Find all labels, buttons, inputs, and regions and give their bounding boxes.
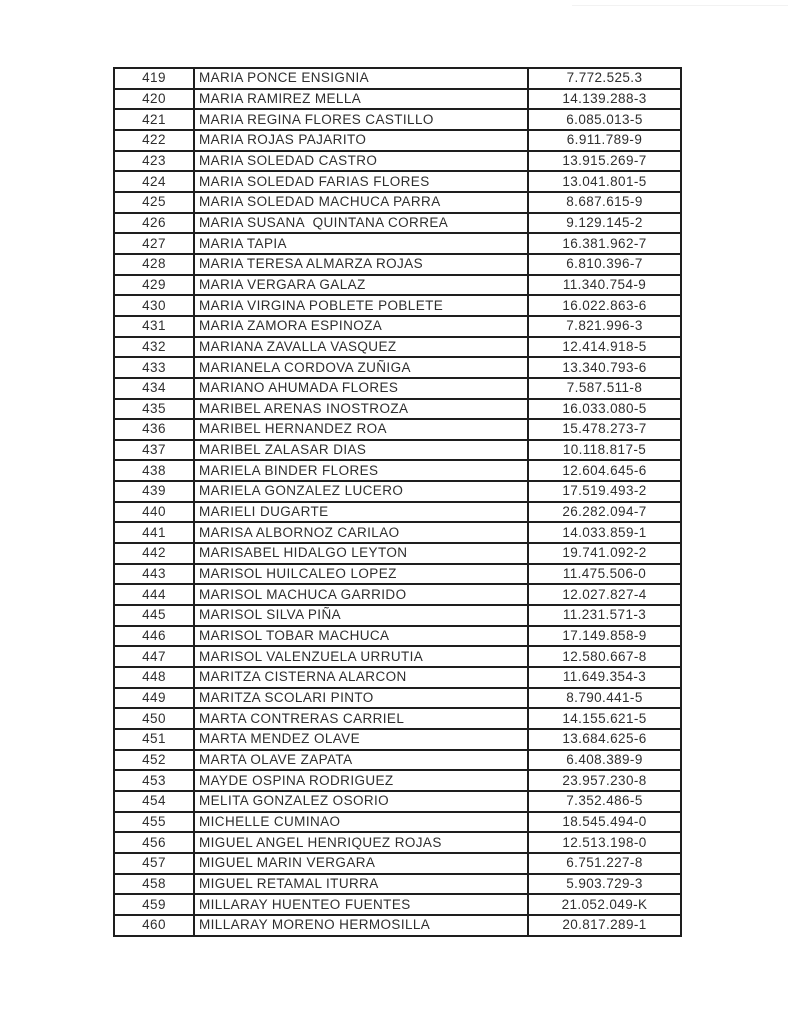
row-name-cell: MARIELA BINDER FLORES	[194, 460, 528, 481]
table-row	[114, 109, 681, 130]
table-row	[114, 729, 681, 750]
row-index-cell: 430	[114, 295, 194, 316]
row-index-cell: 444	[114, 584, 194, 605]
row-name-cell: MIGUEL MARIN VERGARA	[194, 853, 528, 874]
table-row	[114, 667, 681, 688]
row-name-cell: MARIELI DUGARTE	[194, 502, 528, 523]
table-row	[114, 378, 681, 399]
row-index-cell: 454	[114, 791, 194, 812]
row-name-cell: MARISA ALBORNOZ CARILAO	[194, 522, 528, 543]
roster-table	[113, 67, 682, 937]
row-index-cell: 429	[114, 275, 194, 296]
row-index-cell: 439	[114, 481, 194, 502]
row-name-cell: MAYDE OSPINA RODRIGUEZ	[194, 770, 528, 791]
table-row	[114, 295, 681, 316]
row-index-cell: 450	[114, 708, 194, 729]
row-name-cell: MARITZA CISTERNA ALARCON	[194, 667, 528, 688]
table-row	[114, 440, 681, 461]
row-rut-cell: 6.085.013-5	[528, 109, 681, 130]
table-row	[114, 68, 681, 89]
row-name-cell: MILLARAY HUENTEO FUENTES	[194, 894, 528, 915]
row-name-cell: MARIA TAPIA	[194, 233, 528, 254]
row-name-cell: MARIA VIRGINA POBLETE POBLETE	[194, 295, 528, 316]
row-name-cell: MARTA OLAVE ZAPATA	[194, 750, 528, 771]
table-row	[114, 853, 681, 874]
row-rut-cell: 16.033.080-5	[528, 399, 681, 420]
table-row	[114, 316, 681, 337]
row-name-cell: MARIA RAMIREZ MELLA	[194, 89, 528, 110]
row-rut-cell: 9.129.145-2	[528, 213, 681, 234]
row-name-cell: MARIA VERGARA GALAZ	[194, 275, 528, 296]
row-name-cell: MARIA REGINA FLORES CASTILLO	[194, 109, 528, 130]
row-index-cell: 455	[114, 812, 194, 833]
row-rut-cell: 15.478.273-7	[528, 419, 681, 440]
row-index-cell: 451	[114, 729, 194, 750]
table-row	[114, 605, 681, 626]
row-rut-cell: 13.915.269-7	[528, 151, 681, 172]
row-rut-cell: 17.519.493-2	[528, 481, 681, 502]
row-name-cell: MARIBEL HERNANDEZ ROA	[194, 419, 528, 440]
row-name-cell: MIGUEL RETAMAL ITURRA	[194, 874, 528, 895]
row-index-cell: 452	[114, 750, 194, 771]
row-index-cell: 459	[114, 894, 194, 915]
row-index-cell: 441	[114, 522, 194, 543]
row-rut-cell: 19.741.092-2	[528, 543, 681, 564]
table-row	[114, 750, 681, 771]
row-index-cell: 442	[114, 543, 194, 564]
row-index-cell: 421	[114, 109, 194, 130]
table-row	[114, 626, 681, 647]
row-rut-cell: 12.513.198-0	[528, 832, 681, 853]
row-index-cell: 431	[114, 316, 194, 337]
row-index-cell: 435	[114, 399, 194, 420]
row-index-cell: 434	[114, 378, 194, 399]
row-index-cell: 432	[114, 337, 194, 358]
table-row	[114, 130, 681, 151]
row-rut-cell: 14.155.621-5	[528, 708, 681, 729]
table-row	[114, 584, 681, 605]
row-name-cell: MARTA MENDEZ OLAVE	[194, 729, 528, 750]
row-rut-cell: 8.790.441-5	[528, 688, 681, 709]
row-rut-cell: 12.414.918-5	[528, 337, 681, 358]
row-index-cell: 453	[114, 770, 194, 791]
row-rut-cell: 12.604.645-6	[528, 460, 681, 481]
table-row	[114, 791, 681, 812]
row-rut-cell: 11.340.754-9	[528, 275, 681, 296]
table-row	[114, 481, 681, 502]
row-index-cell: 423	[114, 151, 194, 172]
row-name-cell: MARIA ZAMORA ESPINOZA	[194, 316, 528, 337]
row-rut-cell: 11.649.354-3	[528, 667, 681, 688]
row-rut-cell: 11.475.506-0	[528, 564, 681, 585]
table-row	[114, 915, 681, 936]
row-rut-cell: 6.810.396-7	[528, 254, 681, 275]
row-index-cell: 448	[114, 667, 194, 688]
row-name-cell: MARIA PONCE ENSIGNIA	[194, 68, 528, 89]
row-rut-cell: 26.282.094-7	[528, 502, 681, 523]
table-row	[114, 337, 681, 358]
row-rut-cell: 12.027.827-4	[528, 584, 681, 605]
row-index-cell: 433	[114, 357, 194, 378]
row-rut-cell: 11.231.571-3	[528, 605, 681, 626]
row-rut-cell: 8.687.615-9	[528, 192, 681, 213]
row-name-cell: MICHELLE CUMINAO	[194, 812, 528, 833]
table-row	[114, 171, 681, 192]
row-index-cell: 443	[114, 564, 194, 585]
row-rut-cell: 21.052.049-K	[528, 894, 681, 915]
table-row	[114, 874, 681, 895]
row-index-cell: 458	[114, 874, 194, 895]
row-index-cell: 438	[114, 460, 194, 481]
row-index-cell: 449	[114, 688, 194, 709]
table-row	[114, 213, 681, 234]
row-name-cell: MARIA SOLEDAD FARIAS FLORES	[194, 171, 528, 192]
row-rut-cell: 17.149.858-9	[528, 626, 681, 647]
table-row	[114, 399, 681, 420]
table-row	[114, 770, 681, 791]
row-index-cell: 420	[114, 89, 194, 110]
row-rut-cell: 7.772.525.3	[528, 68, 681, 89]
table-row	[114, 89, 681, 110]
table-row	[114, 254, 681, 275]
row-rut-cell: 5.903.729-3	[528, 874, 681, 895]
row-index-cell: 446	[114, 626, 194, 647]
row-rut-cell: 6.408.389-9	[528, 750, 681, 771]
table-row	[114, 192, 681, 213]
row-name-cell: MELITA GONZALEZ OSORIO	[194, 791, 528, 812]
row-index-cell: 456	[114, 832, 194, 853]
row-name-cell: MARIA TERESA ALMARZA ROJAS	[194, 254, 528, 275]
row-rut-cell: 13.684.625-6	[528, 729, 681, 750]
row-rut-cell: 14.139.288-3	[528, 89, 681, 110]
table-row	[114, 419, 681, 440]
row-index-cell: 426	[114, 213, 194, 234]
table-row	[114, 275, 681, 296]
table-row	[114, 564, 681, 585]
row-name-cell: MARTA CONTRERAS CARRIEL	[194, 708, 528, 729]
row-rut-cell: 20.817.289-1	[528, 915, 681, 936]
row-name-cell: MARISOL SILVA PIÑA	[194, 605, 528, 626]
row-name-cell: MARIA SOLEDAD MACHUCA PARRA	[194, 192, 528, 213]
table-row	[114, 646, 681, 667]
row-name-cell: MARISABEL HIDALGO LEYTON	[194, 543, 528, 564]
row-name-cell: MARIA SUSANA QUINTANA CORREA	[194, 213, 528, 234]
row-index-cell: 422	[114, 130, 194, 151]
table-row	[114, 357, 681, 378]
table-row	[114, 233, 681, 254]
row-rut-cell: 7.587.511-8	[528, 378, 681, 399]
row-index-cell: 445	[114, 605, 194, 626]
row-rut-cell: 13.041.801-5	[528, 171, 681, 192]
row-index-cell: 419	[114, 68, 194, 89]
table-row	[114, 688, 681, 709]
row-name-cell: MARITZA SCOLARI PINTO	[194, 688, 528, 709]
row-rut-cell: 13.340.793-6	[528, 357, 681, 378]
table-row	[114, 894, 681, 915]
row-rut-cell: 7.821.996-3	[528, 316, 681, 337]
row-rut-cell: 23.957.230-8	[528, 770, 681, 791]
row-name-cell: MARIANELA CORDOVA ZUÑIGA	[194, 357, 528, 378]
roster-table-body	[114, 68, 681, 936]
row-index-cell: 428	[114, 254, 194, 275]
row-index-cell: 437	[114, 440, 194, 461]
row-name-cell: MARIBEL ARENAS INOSTROZA	[194, 399, 528, 420]
row-rut-cell: 6.751.227-8	[528, 853, 681, 874]
row-index-cell: 425	[114, 192, 194, 213]
row-rut-cell: 16.381.962-7	[528, 233, 681, 254]
row-index-cell: 440	[114, 502, 194, 523]
table-row	[114, 460, 681, 481]
row-name-cell: MIGUEL ANGEL HENRIQUEZ ROJAS	[194, 832, 528, 853]
row-rut-cell: 6.911.789-9	[528, 130, 681, 151]
row-rut-cell: 7.352.486-5	[528, 791, 681, 812]
row-name-cell: MARISOL HUILCALEO LOPEZ	[194, 564, 528, 585]
row-name-cell: MARIANO AHUMADA FLORES	[194, 378, 528, 399]
row-rut-cell: 14.033.859-1	[528, 522, 681, 543]
scan-artifact-line	[572, 5, 788, 6]
table-row	[114, 151, 681, 172]
row-index-cell: 436	[114, 419, 194, 440]
row-name-cell: MARIELA GONZALEZ LUCERO	[194, 481, 528, 502]
row-name-cell: MARISOL TOBAR MACHUCA	[194, 626, 528, 647]
row-name-cell: MARIBEL ZALASAR DIAS	[194, 440, 528, 461]
row-index-cell: 460	[114, 915, 194, 936]
table-row	[114, 543, 681, 564]
row-name-cell: MARIANA ZAVALLA VASQUEZ	[194, 337, 528, 358]
row-rut-cell: 18.545.494-0	[528, 812, 681, 833]
row-rut-cell: 10.118.817-5	[528, 440, 681, 461]
row-index-cell: 447	[114, 646, 194, 667]
table-row	[114, 832, 681, 853]
row-index-cell: 457	[114, 853, 194, 874]
row-rut-cell: 16.022.863-6	[528, 295, 681, 316]
row-name-cell: MILLARAY MORENO HERMOSILLA	[194, 915, 528, 936]
row-index-cell: 427	[114, 233, 194, 254]
row-name-cell: MARISOL VALENZUELA URRUTIA	[194, 646, 528, 667]
table-row	[114, 812, 681, 833]
row-name-cell: MARISOL MACHUCA GARRIDO	[194, 584, 528, 605]
row-name-cell: MARIA SOLEDAD CASTRO	[194, 151, 528, 172]
row-rut-cell: 12.580.667-8	[528, 646, 681, 667]
table-row	[114, 708, 681, 729]
table-row	[114, 522, 681, 543]
table-row	[114, 502, 681, 523]
row-name-cell: MARIA ROJAS PAJARITO	[194, 130, 528, 151]
row-index-cell: 424	[114, 171, 194, 192]
